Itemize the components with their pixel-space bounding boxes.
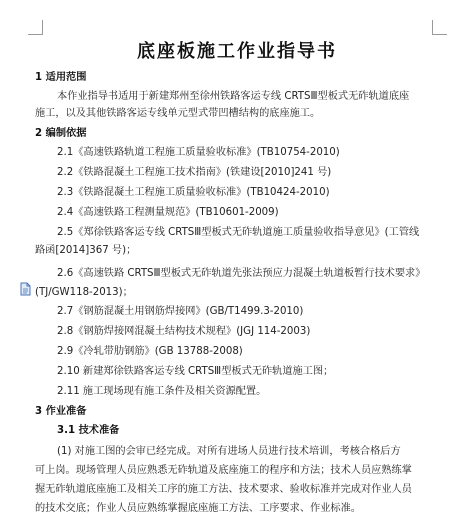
document-page-icon[interactable] (18, 282, 32, 296)
reference-item: 2.10 新建郑徐铁路客运专线 CRTSⅢ型板式无砟轨道施工图； (57, 366, 334, 377)
section-3-subheading: 3.1 技术准备 (57, 425, 120, 436)
reference-item: 2.9《冷轧带肋钢筋》(GB 13788-2008) (57, 346, 243, 357)
section-1-body-line-1: 本作业指导书适用于新建郑州至徐州铁路客运专线 CRTSⅢ型板式无砟轨道底座 (57, 91, 410, 102)
section-1-heading: 1 适用范围 (35, 72, 87, 83)
section-3-paragraph-line: 的技术交底；作业人员应熟练掌握底座施工方法、工序要求、作业标准。 (35, 503, 361, 514)
reference-item-continuation: 路函[2014]367 号)； (35, 245, 137, 256)
reference-item: 2.6《高速铁路 CRTSⅢ型板式无砟轨道先张法预应力混凝土轨道板暂行技术要求》 (57, 268, 426, 279)
section-3-heading: 3 作业准备 (35, 406, 87, 417)
section-3-paragraph-line: 握无砟轨道底座施工及相关工序的施工方法、技术要求、验收标准并完成对作业人员 (35, 484, 412, 495)
section-2-heading: 2 编制依据 (35, 128, 87, 139)
reference-item: 2.1《高速铁路轨道工程施工质量验收标准》(TB10754-2010) (57, 147, 340, 158)
reference-item: 2.2《铁路混凝土工程施工技术指南》(铁建设[2010]241 号) (57, 167, 332, 178)
section-3-paragraph-line: (1) 对施工图的会审已经完成。对所有进场人员进行技术培训，考核合格后方 (57, 446, 401, 457)
crop-mark-top-right (432, 20, 447, 35)
crop-mark-top-left (28, 20, 43, 35)
reference-item-continuation: (TJ/GW118-2013)； (35, 287, 133, 298)
reference-item: 2.8《钢筋焊接网混凝土结构技术规程》(JGJ 114-2003) (57, 326, 311, 337)
reference-item: 2.5《郑徐铁路客运专线 CRTSⅢ型板式无砟轨道施工质量验收指导意见》(工管线 (57, 227, 420, 238)
document-title: 底座板施工作业指导书 (137, 41, 337, 62)
reference-item: 2.3《铁路混凝土工程施工质量验收标准》(TB10424-2010) (57, 187, 330, 198)
section-1-body-line-2: 施工，以及其他铁路客运专线单元型式带凹槽结构的底座施工。 (35, 108, 321, 119)
reference-item: 2.7《钢筋混凝土用钢筋焊接网》(GB/T1499.3-2010) (57, 306, 304, 317)
reference-item: 2.4《高速铁路工程测量规范》(TB10601-2009) (57, 207, 279, 218)
section-3-paragraph-line: 可上岗。现场管理人员应熟悉无砟轨道及底座施工的程序和方法；技术人员应熟练掌 (35, 465, 412, 476)
reference-item: 2.11 施工现场现有施工条件及相关资源配置。 (57, 386, 267, 397)
